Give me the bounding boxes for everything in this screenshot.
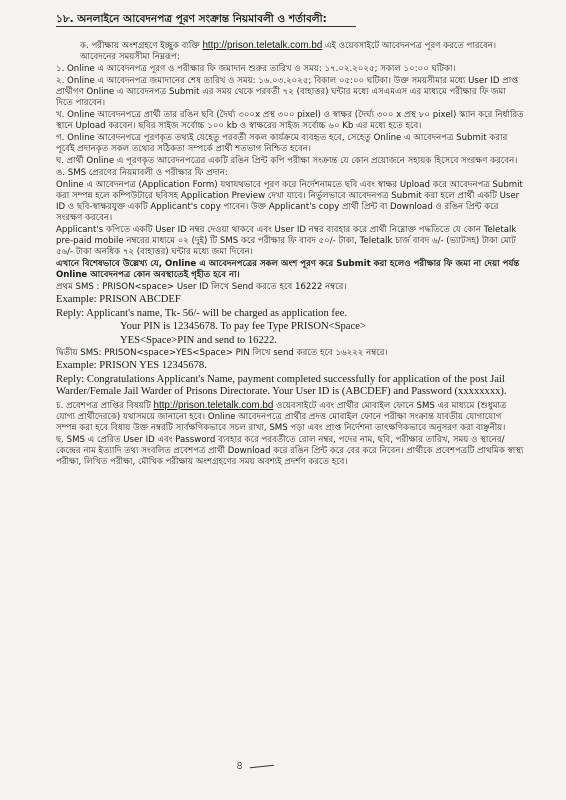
paragraph-ga: গ. Online আবেদনপত্রে পূরণকৃত তথ্যই যেহেতু পরবর্তী সকল কার্যক্রমে ব্যবহৃত হবে, সেহেতু Online এ আবেদনপত্র Submit করার পূর্বেই প্রদানকৃত সকল তথ্যের সঠিকতা সম্পর্কে প্রার্থী শতভাগ নিশ্চিত হবেন। bbox=[56, 133, 508, 154]
example-1: Example: PRISON ABCDEF bbox=[56, 294, 181, 305]
page-number-stroke bbox=[250, 765, 274, 769]
paragraph-chha: ছ. SMS এ প্রেরিত User ID এবং Password ব্যবহার করে পরবর্তীতে রোল নম্বর, পদের নাম, ছবি, পরীক্ষার তারিখ, সময় ও স্থানের/কেন্দ্রের নাম ইত্যাদি তথ্য সংবলিত প্রবেশপত্র প্রার্থী Download করে রঙিন প্রিন্ট করে বের করে নিবেন। প্রার্থীকে প্রবেশপত্রটি প্রাথমিক স্বাস্থ্য পরীক্ষা, লিখিত পরীক্ষা, মৌখিক পরীক্ষায় অংশগ্রহণের সময় অবশ্যই প্রদর্শণ করতে হবে। bbox=[56, 434, 524, 467]
cha-prefix: চ. প্রবেশপত্র প্রাপ্তির বিষয়টি bbox=[56, 400, 151, 411]
paragraph-ka bbox=[56, 40, 524, 63]
item-2: ২. Online এ আবেদনপত্র জমাদানের শেষ তারিখ ও সময়: ১৬.০৩.২০২৫; বিকাল ০৫:০০ ঘটিকা। উক্ত সময়সীমার মধ্যে User ID প্রাপ্ত প্রার্থীগণ Online এ আবেদনপত্র Submit এর সময় থেকে পরবর্তী ৭২ (বাহাত্তর) ঘন্টার মধ্যে এসএমএস এর মাধ্যমে পরীক্ষার ফি জমা দিতে পারবেন। bbox=[56, 76, 519, 108]
reply-2: Reply: Congratulations Applicant's Name, payment completed successfully for application of the post Jail Warder/Female Jail Warder of Prisons Directorate. Your User ID is (ABCDEF) and Password (xxxxxxxx). bbox=[56, 373, 507, 397]
paragraph-important-note: এখানে বিশেষভাবে উল্লেখ্য যে, Online এ আবেদনপত্রের সকল অংশ পূরণ করে Submit করা হলেও পরীক্ষার ফি জমা না দেয়া পর্যন্ত Online আবেদনপত্র কোন অবস্থাতেই গৃহীত হবে না। bbox=[56, 259, 520, 280]
first-sms-instruction: প্রথম SMS : PRISON<space> User ID লিখে Send করতে হবে 16222 নম্বরে। bbox=[56, 282, 347, 292]
item-1: ১. Online এ আবেদনপত্র পূরণ ও পরীক্ষার ফি জমাদান শুরুর তারিখ ও সময়: ১৭.০২.২০২৫; সকাল ১০:০০ ঘটিকা। bbox=[56, 64, 456, 74]
paragraph-umo: ঙ. SMS প্রেরণের নিয়মাবলী ও পরীক্ষার ফি প্রদান: bbox=[56, 168, 228, 178]
website-link[interactable]: http://prison.teletalk.com.bd bbox=[202, 40, 323, 51]
paragraph-applicant-copy: Applicant's কপিতে একটি User ID নম্বর দেওয়া থাকবে এবং User ID নম্বর ব্যবহার করে প্রার্থী নিম্নোক্ত পদ্ধতিতে যে কোন Teletalk pre-paid mobile নম্বরের মাধ্যমে ০২ (দুই) টি SMS করে পরীক্ষার ফি বাবদ ৫০/- টাকা, Teletalk চার্জ বাবদ ৬/- (ভ্যাটসহ) টাকা মোট ৫৬/- টাকা অনধিক ৭২ (বাহাত্তর) ঘন্টার মধ্যে জমা দিবেন। bbox=[56, 225, 517, 257]
website-link-2[interactable]: http://prison.teletalk.com.bd bbox=[153, 399, 274, 411]
example-2: Example: PRISON YES 12345678. bbox=[56, 360, 207, 371]
section-heading: ১৮. অনলাইনে আবেদনপত্র পূরণ সংক্রান্ত নিয়মাবলী ও শর্তাবলী: bbox=[56, 13, 327, 25]
ka-suffix: এই ওয়েবসাইটে আবেদনপত্র পূরণ করতে পারবেন। আবেদনের সময়সীমা নিম্নরূপ: bbox=[80, 41, 497, 62]
page-number: ৪ bbox=[236, 759, 244, 772]
content-body bbox=[56, 40, 524, 469]
paragraph-gha: ঘ. প্রার্থী Online এ পূরণকৃত আবেদনপত্রের একটি রঙিন প্রিন্ট কপি পরীক্ষা সংক্রান্ত যে কোন প্রয়োজনে সহায়ক হিসেবে সংরক্ষণ করবেন। bbox=[56, 156, 518, 166]
cha-suffix: ওয়েবসাইটে এবং প্রার্থীর মোবাইল ফোনে SMS এর মাধ্যমে (শুধুমাত্র যোগ্য প্রার্থীদেরকে) যথাসময়ে জানানো হবে। Online আবেদনপত্রে প্রার্থীর প্রদত্ত মোবাইল ফোনে পরীক্ষা সংক্রান্ত যাবতীয় যোগাযোগ সম্পন্ন করা হবে বিধায় উক্ত নম্বরটি সার্বক্ষণিকভাবে সচল রাখা, SMS পড়া এবং প্রাপ্ত নির্দেশনা তাৎক্ষণিকভাবে অনুসরণ করা বাঞ্ছনীয়। bbox=[56, 400, 507, 433]
paragraph-online-form: Online এ আবেদনপত্র (Application Form) যথাযথভাবে পূরণ করে নির্দেশনামতে ছবি এবং স্বাক্ষর Upload করে আবেদনপত্র Submit করা সম্পন্ন হলে কম্পিউটারে ছবিসহ Application Preview দেখা যাবে। নির্ভুলভাবে আবেদনপত্র Submit করা হলে প্রার্থী একটি User ID ও ছবি-স্বাক্ষরযুক্ত একটি Applicant's copy পাবেন। উক্ত Applicant's copy প্রার্থী প্রিন্ট বা Download ও রঙিন প্রিন্ট করে সংরক্ষণ করবেন। bbox=[56, 180, 523, 223]
paragraph-kha: খ. Online আবেদনপত্রে প্রার্থী তার রঙিন ছবি (দৈর্ঘ্য ৩০০x প্রস্থ ৩০০ pixel) ও স্বাক্ষর (দৈর্ঘ্য ৩০০ x প্রস্থ ৮০ pixel) স্ক্যান করে নির্ধারিত স্থানে Upload করবেন। ছবির সাইজ সর্বোচ্চ ১০০ kb ও স্বাক্ষরের সাইজ সর্বোচ্চ ৬০ Kb এর মধ্যে হতে হবে। bbox=[56, 110, 524, 131]
reply-1-line-2: Your PIN is 12345678. To pay fee Type PRISON<Space> bbox=[120, 321, 366, 332]
ka-prefix: ক. পরীক্ষায় অংশগ্রহণে ইচ্ছুক ব্যক্তি bbox=[80, 41, 200, 51]
reply-1-line-3: YES<Space>PIN and send to 16222. bbox=[120, 334, 278, 346]
heading-underline bbox=[56, 26, 356, 27]
second-sms-instruction: দ্বিতীয় SMS: PRISON<space>YES<Space> PIN লিখে send করতে হবে ১৬২২২ নম্বরে। bbox=[56, 348, 388, 358]
reply-1-line-1: Reply: Applicant's name, Tk- 56/- will be charged as application fee. bbox=[56, 307, 347, 319]
paragraph-cha bbox=[56, 400, 524, 434]
